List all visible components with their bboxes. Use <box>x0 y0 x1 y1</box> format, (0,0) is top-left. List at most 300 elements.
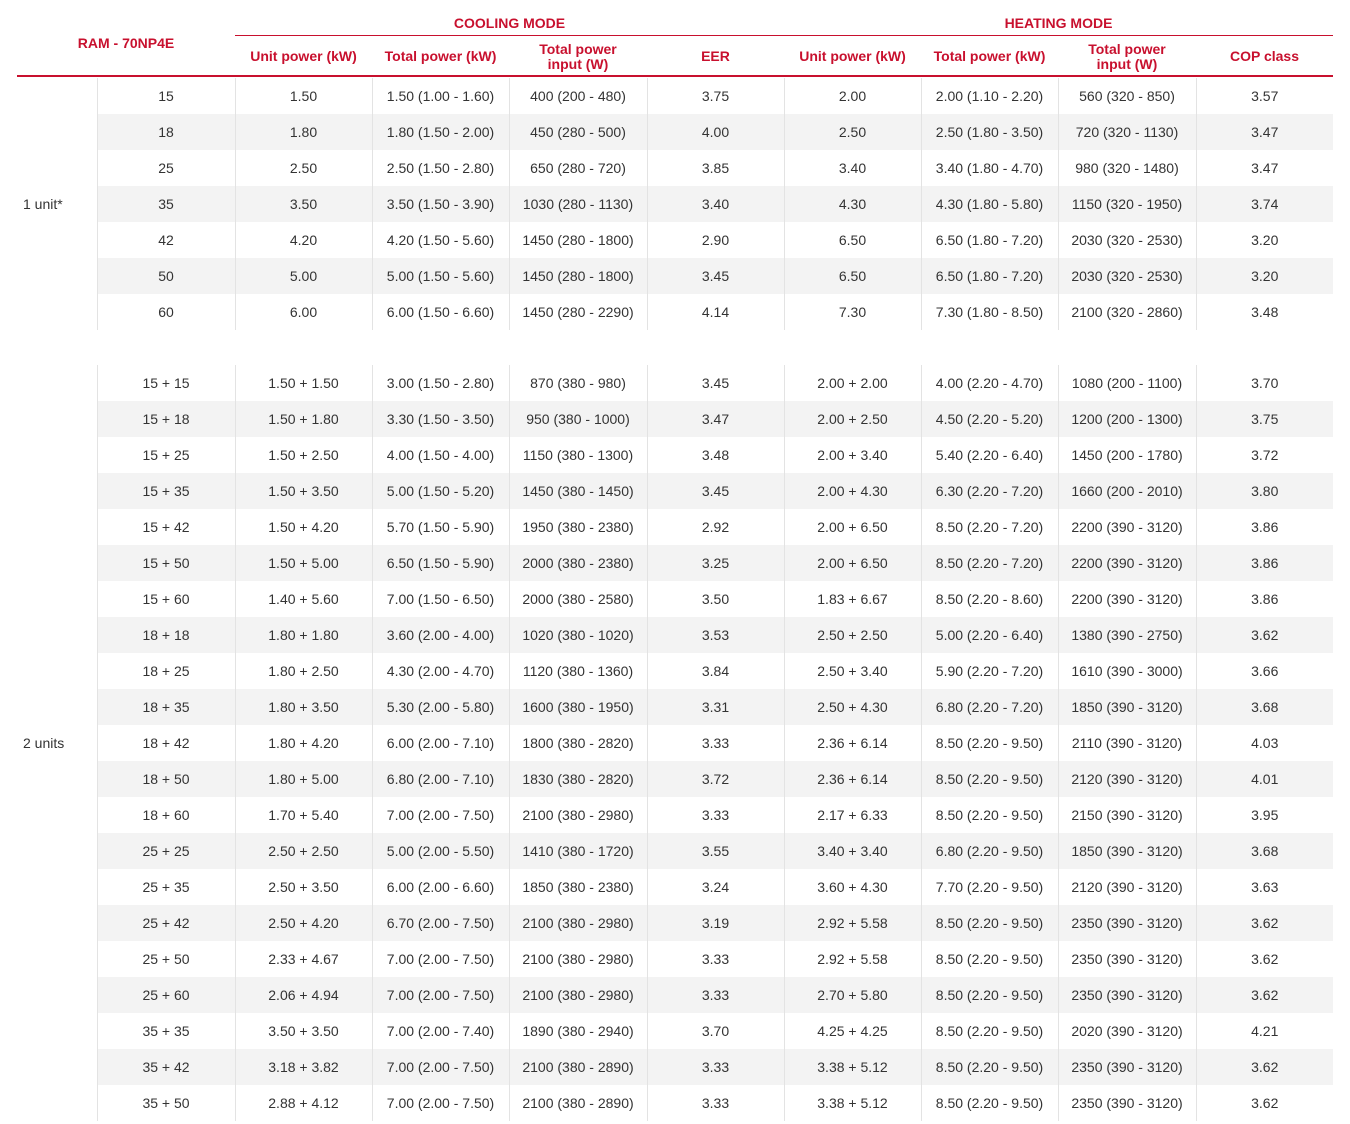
cooling-unit-power: 1.50 + 2.50 <box>235 437 372 473</box>
heating-total-power: 7.70 (2.20 - 9.50) <box>921 869 1058 905</box>
eer: 3.48 <box>647 437 784 473</box>
heating-total-power: 8.50 (2.20 - 9.50) <box>921 1013 1058 1049</box>
cooling-total-power: 6.00 (1.50 - 6.60) <box>372 294 509 330</box>
heating-total-input: 2350 (390 - 3120) <box>1058 977 1196 1013</box>
indoor-unit-size: 50 <box>97 258 235 294</box>
heating-total-power: 6.50 (1.80 - 7.20) <box>921 258 1058 294</box>
cooling-total-input: 1120 (380 - 1360) <box>509 653 647 689</box>
heating-total-input: 2350 (390 - 3120) <box>1058 941 1196 977</box>
indoor-unit-size: 15 + 15 <box>97 365 235 401</box>
heating-total-input: 2150 (390 - 3120) <box>1058 797 1196 833</box>
table-row <box>17 509 1333 545</box>
heating-total-input: 2100 (320 - 2860) <box>1058 294 1196 330</box>
indoor-unit-size: 15 + 18 <box>97 401 235 437</box>
cop-class: 3.62 <box>1196 905 1333 941</box>
cop-class: 3.72 <box>1251 447 1279 463</box>
table-row <box>17 294 1333 330</box>
cooling-total-power: 4.00 (1.50 - 4.00) <box>372 437 509 473</box>
heating-unit-power: 2.00 + 6.50 <box>784 509 921 545</box>
heating-unit-power: 4.25 + 4.25 <box>784 1013 921 1049</box>
heating-total-input: 1200 (200 - 1300) <box>1058 401 1196 437</box>
indoor-unit-size: 15 + 60 <box>97 581 235 617</box>
cooling-total-power: 3.30 (1.50 - 3.50) <box>372 401 509 437</box>
heating-unit-power: 2.50 + 3.40 <box>784 653 921 689</box>
table-row <box>17 797 1333 833</box>
eer: 3.33 <box>647 1049 784 1085</box>
heating-total-power: 8.50 (2.20 - 9.50) <box>921 1049 1058 1085</box>
cooling-total-input: 2000 (380 - 2580) <box>509 581 647 617</box>
heating-unit-power: 2.70 + 5.80 <box>784 977 921 1013</box>
heating-unit-power: 3.60 + 4.30 <box>784 869 921 905</box>
cop-class: 4.01 <box>1196 761 1333 797</box>
cop-class: 3.68 <box>1196 833 1333 869</box>
heating-total-input: 2350 (390 - 3120) <box>1058 1049 1196 1085</box>
heating-total-input: 720 (320 - 1130) <box>1058 114 1196 150</box>
cooling-unit-power: 1.50 + 3.50 <box>235 473 372 509</box>
heating-total-input: 1850 (390 - 3120) <box>1058 833 1196 869</box>
indoor-unit-size: 42 <box>97 222 235 258</box>
cooling-total-input: 1150 (380 - 1300) <box>509 437 647 473</box>
cooling-total-power: 5.70 (1.50 - 5.90) <box>372 509 509 545</box>
indoor-unit-size: 35 + 35 <box>97 1013 235 1049</box>
col-cop-class: COP class <box>1229 48 1299 64</box>
cooling-mode-header: COOLING MODE <box>453 15 566 31</box>
cooling-total-input: 400 (200 - 480) <box>509 78 647 114</box>
heating-total-input: 560 (320 - 850) <box>1058 78 1196 114</box>
cooling-total-power: 7.00 (2.00 - 7.50) <box>372 797 509 833</box>
heating-unit-power: 2.36 + 6.14 <box>784 725 921 761</box>
heating-unit-power: 2.00 + 2.50 <box>784 401 921 437</box>
heating-total-input: 2200 (390 - 3120) <box>1058 581 1196 617</box>
cooling-total-power: 6.00 (2.00 - 7.10) <box>372 725 509 761</box>
indoor-unit-size: 18 + 25 <box>97 653 235 689</box>
col-heating-total-power: Total power (kW) <box>933 48 1046 64</box>
cop-class: 3.47 <box>1196 114 1333 150</box>
indoor-unit-size: 35 + 42 <box>97 1049 235 1085</box>
indoor-unit-size: 25 + 42 <box>97 905 235 941</box>
cooling-total-input: 1450 (380 - 1450) <box>509 473 647 509</box>
indoor-unit-size: 25 + 50 <box>97 941 235 977</box>
eer: 3.70 <box>647 1013 784 1049</box>
heating-unit-power: 3.40 <box>784 150 921 186</box>
cooling-total-input: 1850 (380 - 2380) <box>509 869 647 905</box>
eer: 3.85 <box>647 150 784 186</box>
col-heating-unit-power: Unit power (kW) <box>799 48 906 64</box>
cooling-total-input: 1600 (380 - 1950) <box>509 689 647 725</box>
table-row <box>17 653 1333 689</box>
col-cooling-total-input-line2: input (W) <box>547 56 609 72</box>
heating-unit-power: 2.92 + 5.58 <box>784 905 921 941</box>
eer: 3.45 <box>647 473 784 509</box>
cop-class: 3.95 <box>1251 807 1279 823</box>
indoor-unit-size: 15 + 42 <box>97 509 235 545</box>
eer: 2.90 <box>647 222 784 258</box>
cooling-total-input: 650 (280 - 720) <box>509 150 647 186</box>
heating-total-input: 1660 (200 - 2010) <box>1058 473 1196 509</box>
cooling-unit-power: 2.50 + 4.20 <box>235 905 372 941</box>
cooling-unit-power: 1.80 + 4.20 <box>235 725 372 761</box>
table-row <box>17 114 1333 150</box>
heating-total-power: 2.00 (1.10 - 2.20) <box>921 78 1058 114</box>
eer: 3.50 <box>647 581 784 617</box>
heating-unit-power: 3.38 + 5.12 <box>784 1085 921 1121</box>
table-row <box>17 258 1333 294</box>
one-unit-table <box>17 78 1333 330</box>
heating-unit-power: 2.50 + 4.30 <box>784 689 921 725</box>
heating-total-input: 2200 (390 - 3120) <box>1058 509 1196 545</box>
heating-unit-power: 3.40 + 3.40 <box>784 833 921 869</box>
heating-total-power: 8.50 (2.20 - 9.50) <box>921 725 1058 761</box>
eer: 3.25 <box>647 545 784 581</box>
table-row <box>17 222 1333 258</box>
col-heating-total-input <box>1058 42 1196 72</box>
cooling-unit-power: 1.40 + 5.60 <box>235 581 372 617</box>
heating-total-input: 1150 (320 - 1950) <box>1058 186 1196 222</box>
cooling-total-input: 870 (380 - 980) <box>509 365 647 401</box>
heating-total-power: 5.40 (2.20 - 6.40) <box>921 437 1058 473</box>
cooling-total-input: 2100 (380 - 2980) <box>509 977 647 1013</box>
two-units-table <box>17 365 1333 1121</box>
eer: 3.19 <box>647 905 784 941</box>
cooling-unit-power: 1.50 + 4.20 <box>235 509 372 545</box>
table-row <box>17 150 1333 186</box>
col-cooling-total-power: Total power (kW) <box>384 48 497 64</box>
cooling-unit-power: 1.80 + 1.80 <box>235 617 372 653</box>
heating-total-power: 8.50 (2.20 - 9.50) <box>921 761 1058 797</box>
heating-unit-power: 1.83 + 6.67 <box>784 581 921 617</box>
cooling-unit-power: 6.00 <box>235 294 372 330</box>
cop-class: 3.62 <box>1196 617 1333 653</box>
table-row <box>17 689 1333 725</box>
cooling-total-power: 5.00 (1.50 - 5.60) <box>372 258 509 294</box>
table-row <box>17 761 1333 797</box>
table-row <box>17 365 1333 401</box>
heating-total-power: 7.30 (1.80 - 8.50) <box>921 294 1058 330</box>
indoor-unit-size: 15 + 35 <box>97 473 235 509</box>
table-row <box>17 401 1333 437</box>
col-cooling-total-input <box>509 42 647 72</box>
table-row <box>17 905 1333 941</box>
heating-total-input: 1080 (200 - 1100) <box>1058 365 1196 401</box>
cooling-total-power: 3.00 (1.50 - 2.80) <box>372 365 509 401</box>
cooling-total-input: 1890 (380 - 2940) <box>509 1013 647 1049</box>
cooling-total-power: 7.00 (2.00 - 7.50) <box>372 941 509 977</box>
cooling-unit-power: 3.18 + 3.82 <box>235 1049 372 1085</box>
heating-unit-power: 2.17 + 6.33 <box>784 797 921 833</box>
heating-total-power: 8.50 (2.20 - 7.20) <box>921 509 1058 545</box>
heating-total-power: 6.50 (1.80 - 7.20) <box>921 222 1058 258</box>
heating-total-input: 2120 (390 - 3120) <box>1058 761 1196 797</box>
cop-class: 3.62 <box>1251 951 1279 967</box>
eer: 4.00 <box>647 114 784 150</box>
cooling-total-power: 6.70 (2.00 - 7.50) <box>372 905 509 941</box>
cooling-total-power: 2.50 (1.50 - 2.80) <box>372 150 509 186</box>
heating-unit-power: 2.92 + 5.58 <box>784 941 921 977</box>
cop-class: 3.74 <box>1196 186 1333 222</box>
heating-total-input: 980 (320 - 1480) <box>1058 150 1196 186</box>
table-row <box>17 437 1333 473</box>
cop-class: 4.21 <box>1251 1023 1279 1039</box>
indoor-unit-size: 25 + 25 <box>97 833 235 869</box>
cooling-total-power: 4.20 (1.50 - 5.60) <box>372 222 509 258</box>
heating-total-input: 1450 (200 - 1780) <box>1058 437 1196 473</box>
table-row <box>17 1085 1333 1121</box>
eer: 3.53 <box>647 617 784 653</box>
header-bottom-rule <box>17 75 1333 77</box>
cooling-unit-power: 2.50 + 3.50 <box>235 869 372 905</box>
cooling-total-input: 1020 (380 - 1020) <box>509 617 647 653</box>
table-row <box>17 833 1333 869</box>
cooling-total-input: 1450 (280 - 1800) <box>509 222 647 258</box>
heating-total-input: 2120 (390 - 3120) <box>1058 869 1196 905</box>
indoor-unit-size: 18 + 18 <box>97 617 235 653</box>
table-row <box>17 186 1333 222</box>
table-row <box>17 1049 1333 1085</box>
heating-total-power: 8.50 (2.20 - 9.50) <box>921 1085 1058 1121</box>
eer: 3.33 <box>647 977 784 1013</box>
cop-class: 3.86 <box>1251 519 1279 535</box>
col-cooling-unit-power: Unit power (kW) <box>250 48 357 64</box>
indoor-unit-size: 18 + 60 <box>97 797 235 833</box>
cooling-total-power: 7.00 (2.00 - 7.50) <box>372 1085 509 1121</box>
indoor-unit-size: 18 <box>97 114 235 150</box>
cooling-total-input: 2100 (380 - 2980) <box>509 905 647 941</box>
cooling-total-power: 6.80 (2.00 - 7.10) <box>372 761 509 797</box>
cop-class: 3.57 <box>1251 88 1279 104</box>
cop-class: 3.48 <box>1251 304 1279 320</box>
cooling-total-input: 1030 (280 - 1130) <box>509 186 647 222</box>
cooling-total-power: 7.00 (2.00 - 7.50) <box>372 977 509 1013</box>
heating-total-power: 6.30 (2.20 - 7.20) <box>921 473 1058 509</box>
cooling-total-input: 2000 (380 - 2380) <box>509 545 647 581</box>
heating-unit-power: 3.38 + 5.12 <box>784 1049 921 1085</box>
table-row <box>17 78 1333 114</box>
col-heating-total-input-line1: Total power <box>1088 41 1166 57</box>
heating-total-input: 2350 (390 - 3120) <box>1058 1085 1196 1121</box>
eer: 3.72 <box>647 761 784 797</box>
cop-class: 3.68 <box>1196 689 1333 725</box>
heating-total-power: 8.50 (2.20 - 9.50) <box>921 977 1058 1013</box>
cooling-unit-power: 1.50 + 1.80 <box>235 401 372 437</box>
heating-total-power: 8.50 (2.20 - 9.50) <box>921 905 1058 941</box>
col-eer: EER <box>701 48 730 64</box>
cooling-total-power: 6.50 (1.50 - 5.90) <box>372 545 509 581</box>
cooling-total-input: 450 (280 - 500) <box>509 114 647 150</box>
cooling-unit-power: 3.50 + 3.50 <box>235 1013 372 1049</box>
eer: 3.45 <box>647 258 784 294</box>
cooling-total-power: 5.00 (2.00 - 5.50) <box>372 833 509 869</box>
cooling-mode-underline <box>235 35 784 36</box>
cop-class: 3.62 <box>1251 1095 1279 1111</box>
indoor-unit-size: 18 + 50 <box>97 761 235 797</box>
cooling-unit-power: 2.06 + 4.94 <box>235 977 372 1013</box>
table-row <box>17 545 1333 581</box>
heating-unit-power: 6.50 <box>784 222 921 258</box>
eer: 3.47 <box>647 401 784 437</box>
cooling-total-power: 7.00 (2.00 - 7.40) <box>372 1013 509 1049</box>
col-heating-total-input-line2: input (W) <box>1096 56 1158 72</box>
table-row <box>17 617 1333 653</box>
heating-unit-power: 4.30 <box>784 186 921 222</box>
cooling-total-input: 2100 (380 - 2890) <box>509 1049 647 1085</box>
cooling-total-input: 1800 (380 - 2820) <box>509 725 647 761</box>
eer: 2.92 <box>647 509 784 545</box>
cop-class: 3.63 <box>1251 879 1279 895</box>
eer: 3.40 <box>647 186 784 222</box>
cop-class: 3.66 <box>1251 663 1279 679</box>
eer: 3.45 <box>647 365 784 401</box>
table-row <box>17 869 1333 905</box>
heating-unit-power: 2.00 + 2.00 <box>784 365 921 401</box>
eer: 3.33 <box>647 941 784 977</box>
heating-unit-power: 2.36 + 6.14 <box>784 761 921 797</box>
cooling-total-power: 7.00 (1.50 - 6.50) <box>372 581 509 617</box>
cooling-total-power: 5.30 (2.00 - 5.80) <box>372 689 509 725</box>
cop-class: 3.47 <box>1251 160 1279 176</box>
cooling-total-input: 2100 (380 - 2980) <box>509 941 647 977</box>
cop-class: 3.62 <box>1196 1049 1333 1085</box>
cooling-unit-power: 5.00 <box>235 258 372 294</box>
heating-unit-power: 2.50 <box>784 114 921 150</box>
eer: 3.84 <box>647 653 784 689</box>
cooling-total-input: 1450 (280 - 1800) <box>509 258 647 294</box>
heating-total-input: 2200 (390 - 3120) <box>1058 545 1196 581</box>
cooling-total-input: 950 (380 - 1000) <box>509 401 647 437</box>
cooling-total-power: 1.80 (1.50 - 2.00) <box>372 114 509 150</box>
heating-unit-power: 2.00 + 4.30 <box>784 473 921 509</box>
table-row <box>17 473 1333 509</box>
table-row <box>17 725 1333 761</box>
eer: 3.33 <box>647 1085 784 1121</box>
indoor-unit-size: 15 + 50 <box>97 545 235 581</box>
heating-total-power: 6.80 (2.20 - 7.20) <box>921 689 1058 725</box>
indoor-unit-size: 25 <box>97 150 235 186</box>
cooling-unit-power: 1.80 <box>235 114 372 150</box>
cop-class: 3.20 <box>1196 258 1333 294</box>
cop-class: 3.80 <box>1196 473 1333 509</box>
cooling-unit-power: 2.88 + 4.12 <box>235 1085 372 1121</box>
cooling-unit-power: 1.80 + 2.50 <box>235 653 372 689</box>
cooling-total-input: 1410 (380 - 1720) <box>509 833 647 869</box>
cooling-unit-power: 1.50 + 5.00 <box>235 545 372 581</box>
cooling-unit-power: 3.50 <box>235 186 372 222</box>
indoor-unit-size: 25 + 60 <box>97 977 235 1013</box>
cooling-total-power: 4.30 (2.00 - 4.70) <box>372 653 509 689</box>
heating-total-power: 8.50 (2.20 - 9.50) <box>921 797 1058 833</box>
heating-total-power: 6.80 (2.20 - 9.50) <box>921 833 1058 869</box>
eer: 4.14 <box>647 294 784 330</box>
heating-unit-power: 2.00 + 6.50 <box>784 545 921 581</box>
cooling-unit-power: 1.80 + 5.00 <box>235 761 372 797</box>
indoor-unit-size: 15 <box>97 78 235 114</box>
cooling-total-power: 6.00 (2.00 - 6.60) <box>372 869 509 905</box>
table-row <box>17 581 1333 617</box>
heating-total-input: 1850 (390 - 3120) <box>1058 689 1196 725</box>
cooling-total-input: 1950 (380 - 2380) <box>509 509 647 545</box>
indoor-unit-size: 18 + 42 <box>97 725 235 761</box>
heating-total-power: 4.30 (1.80 - 5.80) <box>921 186 1058 222</box>
indoor-unit-size: 15 + 25 <box>97 437 235 473</box>
heating-total-input: 2030 (320 - 2530) <box>1058 222 1196 258</box>
heating-total-input: 1610 (390 - 3000) <box>1058 653 1196 689</box>
cooling-total-input: 1450 (280 - 2290) <box>509 294 647 330</box>
indoor-unit-size: 25 + 35 <box>97 869 235 905</box>
heating-total-power: 5.90 (2.20 - 7.20) <box>921 653 1058 689</box>
indoor-unit-size: 35 + 50 <box>97 1085 235 1121</box>
heating-total-input: 1380 (390 - 2750) <box>1058 617 1196 653</box>
cop-class: 4.03 <box>1251 735 1279 751</box>
group-label-2-units: 2 units <box>17 365 97 1121</box>
heating-total-power: 2.50 (1.80 - 3.50) <box>921 114 1058 150</box>
cooling-unit-power: 1.80 + 3.50 <box>235 689 372 725</box>
cooling-total-input: 2100 (380 - 2890) <box>509 1085 647 1121</box>
heating-unit-power: 2.00 <box>784 78 921 114</box>
cooling-total-power: 7.00 (2.00 - 7.50) <box>372 1049 509 1085</box>
heating-total-input: 2020 (390 - 3120) <box>1058 1013 1196 1049</box>
heating-total-power: 3.40 (1.80 - 4.70) <box>921 150 1058 186</box>
cooling-unit-power: 1.50 <box>235 78 372 114</box>
cooling-total-power: 1.50 (1.00 - 1.60) <box>372 78 509 114</box>
heating-total-input: 2350 (390 - 3120) <box>1058 905 1196 941</box>
cooling-total-power: 5.00 (1.50 - 5.20) <box>372 473 509 509</box>
indoor-unit-size: 35 <box>97 186 235 222</box>
group-label-1-unit: 1 unit* <box>17 78 97 330</box>
indoor-unit-size: 18 + 35 <box>97 689 235 725</box>
eer: 3.75 <box>647 78 784 114</box>
cooling-total-input: 2100 (380 - 2980) <box>509 797 647 833</box>
cop-class: 3.20 <box>1251 232 1279 248</box>
model-header: RAM - 70NP4E <box>77 35 175 51</box>
heating-total-power: 4.50 (2.20 - 5.20) <box>921 401 1058 437</box>
heating-unit-power: 2.00 + 3.40 <box>784 437 921 473</box>
eer: 3.24 <box>647 869 784 905</box>
col-cooling-total-input-line1: Total power <box>539 41 617 57</box>
heating-unit-power: 2.50 + 2.50 <box>784 617 921 653</box>
indoor-unit-size: 60 <box>97 294 235 330</box>
heating-total-power: 8.50 (2.20 - 8.60) <box>921 581 1058 617</box>
heating-unit-power: 7.30 <box>784 294 921 330</box>
eer: 3.55 <box>647 833 784 869</box>
table-row <box>17 977 1333 1013</box>
cop-class: 3.70 <box>1251 375 1279 391</box>
heating-total-power: 5.00 (2.20 - 6.40) <box>921 617 1058 653</box>
cooling-unit-power: 2.33 + 4.67 <box>235 941 372 977</box>
eer: 3.33 <box>647 725 784 761</box>
eer: 3.31 <box>647 689 784 725</box>
cop-class: 3.75 <box>1196 401 1333 437</box>
cooling-total-input: 1830 (380 - 2820) <box>509 761 647 797</box>
table-row <box>17 941 1333 977</box>
cooling-unit-power: 4.20 <box>235 222 372 258</box>
heating-total-power: 8.50 (2.20 - 9.50) <box>921 941 1058 977</box>
cop-class: 3.86 <box>1196 545 1333 581</box>
heating-total-power: 4.00 (2.20 - 4.70) <box>921 365 1058 401</box>
heating-mode-underline <box>784 35 1333 36</box>
cop-class: 3.62 <box>1196 977 1333 1013</box>
cop-class: 3.86 <box>1251 591 1279 607</box>
cooling-unit-power: 2.50 + 2.50 <box>235 833 372 869</box>
eer: 3.33 <box>647 797 784 833</box>
heating-total-input: 2030 (320 - 2530) <box>1058 258 1196 294</box>
cooling-unit-power: 1.50 + 1.50 <box>235 365 372 401</box>
cooling-total-power: 3.60 (2.00 - 4.00) <box>372 617 509 653</box>
heating-total-power: 8.50 (2.20 - 7.20) <box>921 545 1058 581</box>
table-row <box>17 1013 1333 1049</box>
heating-total-input: 2110 (390 - 3120) <box>1058 725 1196 761</box>
cooling-unit-power: 1.70 + 5.40 <box>235 797 372 833</box>
cooling-unit-power: 2.50 <box>235 150 372 186</box>
heating-unit-power: 6.50 <box>784 258 921 294</box>
